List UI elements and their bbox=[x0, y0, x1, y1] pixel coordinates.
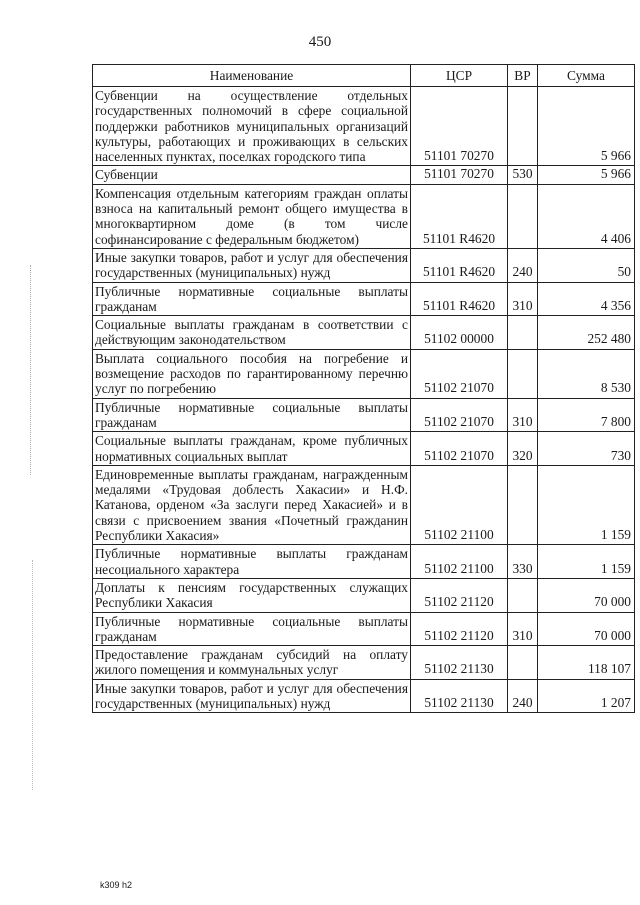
row-sum: 118 107 bbox=[538, 646, 635, 680]
row-csr: 51102 21070 bbox=[411, 349, 508, 398]
row-sum: 1 207 bbox=[538, 679, 635, 713]
table-row bbox=[93, 432, 635, 466]
table-row bbox=[93, 349, 635, 398]
row-vr: 240 bbox=[508, 248, 538, 282]
table-row bbox=[93, 248, 635, 282]
table-row bbox=[93, 612, 635, 646]
row-vr: 310 bbox=[508, 612, 538, 646]
row-csr: 51102 21120 bbox=[411, 612, 508, 646]
budget-table bbox=[92, 64, 635, 713]
row-name: Социальные выплаты гражданам, кроме публичных нормативных социальных выплат bbox=[93, 432, 411, 466]
row-name: Компенсация отдельным категориям граждан оплаты взноса на капитальный ремонт общего имущества в многоквартирном доме (в том числе софинансирование с федеральным бюджетом) bbox=[93, 184, 411, 248]
row-sum: 252 480 bbox=[538, 316, 635, 350]
row-sum: 8 530 bbox=[538, 349, 635, 398]
row-csr: 51102 21120 bbox=[411, 578, 508, 612]
row-sum: 50 bbox=[538, 248, 635, 282]
row-vr bbox=[508, 184, 538, 248]
table-row bbox=[93, 166, 635, 184]
row-vr bbox=[508, 646, 538, 680]
row-name: Публичные нормативные социальные выплаты гражданам bbox=[93, 612, 411, 646]
row-csr: 51101 70270 bbox=[411, 166, 508, 184]
row-sum: 4 356 bbox=[538, 282, 635, 316]
row-name: Публичные нормативные социальные выплаты гражданам bbox=[93, 398, 411, 432]
row-csr: 51101 R4620 bbox=[411, 248, 508, 282]
page-number: 450 bbox=[308, 34, 332, 50]
row-csr: 51102 21070 bbox=[411, 398, 508, 432]
table-row bbox=[93, 282, 635, 316]
row-vr bbox=[508, 578, 538, 612]
row-csr: 51102 21130 bbox=[411, 646, 508, 680]
table-row bbox=[93, 184, 635, 248]
row-name: Публичные нормативные выплаты гражданам несоциального характера bbox=[93, 545, 411, 579]
row-csr: 51101 R4620 bbox=[411, 184, 508, 248]
row-name: Публичные нормативные социальные выплаты гражданам bbox=[93, 282, 411, 316]
row-sum: 1 159 bbox=[538, 465, 635, 544]
footer-code: k309 h2 bbox=[100, 880, 133, 890]
row-name: Предоставление гражданам субсидий на оплату жилого помещения и коммунальных услуг bbox=[93, 646, 411, 680]
table-row bbox=[93, 679, 635, 713]
header-csr: ЦСР bbox=[411, 65, 508, 87]
row-name: Социальные выплаты гражданам в соответствии с действующим законодательством bbox=[93, 316, 411, 350]
table-row bbox=[93, 87, 635, 166]
table-row bbox=[93, 398, 635, 432]
row-name: Выплата социального пособия на погребение и возмещение расходов по гарантированному перечню услуг по погребению bbox=[93, 349, 411, 398]
row-vr bbox=[508, 465, 538, 544]
row-name: Субвенции bbox=[93, 166, 411, 184]
row-name: Единовременные выплаты гражданам, награжденным медалями «Трудовая доблесть Хакасии» и Н.Ф. Катанова, орденом «За заслуги перед Хакасией» и в связи с присвоением звания «Почетный гражданин Республики Хакасия» bbox=[93, 465, 411, 544]
row-name: Иные закупки товаров, работ и услуг для обеспечения государственных (муниципальных) нужд bbox=[93, 248, 411, 282]
row-csr: 51102 21100 bbox=[411, 545, 508, 579]
header-vr: ВР bbox=[508, 65, 538, 87]
row-vr bbox=[508, 316, 538, 350]
header-name: Наименование bbox=[93, 65, 411, 87]
row-csr: 51102 21100 bbox=[411, 465, 508, 544]
row-csr: 51102 21130 bbox=[411, 679, 508, 713]
row-vr: 330 bbox=[508, 545, 538, 579]
row-vr bbox=[508, 87, 538, 166]
table-row bbox=[93, 316, 635, 350]
row-vr: 310 bbox=[508, 282, 538, 316]
row-name: Субвенции на осуществление отдельных государственных полномочий в сфере социальной поддержки работников муниципальных организаций культуры, работающих и проживающих в сельских населенных пунктах, поселках городского типа bbox=[93, 87, 411, 166]
row-sum: 70 000 bbox=[538, 578, 635, 612]
binding-margin-mark bbox=[32, 560, 33, 790]
row-sum: 4 406 bbox=[538, 184, 635, 248]
row-sum: 70 000 bbox=[538, 612, 635, 646]
row-name: Доплаты к пенсиям государственных служащих Республики Хакасия bbox=[93, 578, 411, 612]
table-row bbox=[93, 465, 635, 544]
row-sum: 1 159 bbox=[538, 545, 635, 579]
row-sum: 5 966 bbox=[538, 166, 635, 184]
row-vr bbox=[508, 349, 538, 398]
table-header-row bbox=[93, 65, 635, 87]
header-sum: Сумма bbox=[538, 65, 635, 87]
table-row bbox=[93, 646, 635, 680]
row-vr: 310 bbox=[508, 398, 538, 432]
row-sum: 730 bbox=[538, 432, 635, 466]
table-row bbox=[93, 578, 635, 612]
row-vr: 240 bbox=[508, 679, 538, 713]
row-vr: 320 bbox=[508, 432, 538, 466]
binding-margin-mark bbox=[30, 265, 31, 475]
row-vr: 530 bbox=[508, 166, 538, 184]
row-csr: 51101 R4620 bbox=[411, 282, 508, 316]
table-row bbox=[93, 545, 635, 579]
row-csr: 51102 21070 bbox=[411, 432, 508, 466]
row-name: Иные закупки товаров, работ и услуг для обеспечения государственных (муниципальных) нужд bbox=[93, 679, 411, 713]
row-csr: 51101 70270 bbox=[411, 87, 508, 166]
row-csr: 51102 00000 bbox=[411, 316, 508, 350]
row-sum: 7 800 bbox=[538, 398, 635, 432]
row-sum: 5 966 bbox=[538, 87, 635, 166]
